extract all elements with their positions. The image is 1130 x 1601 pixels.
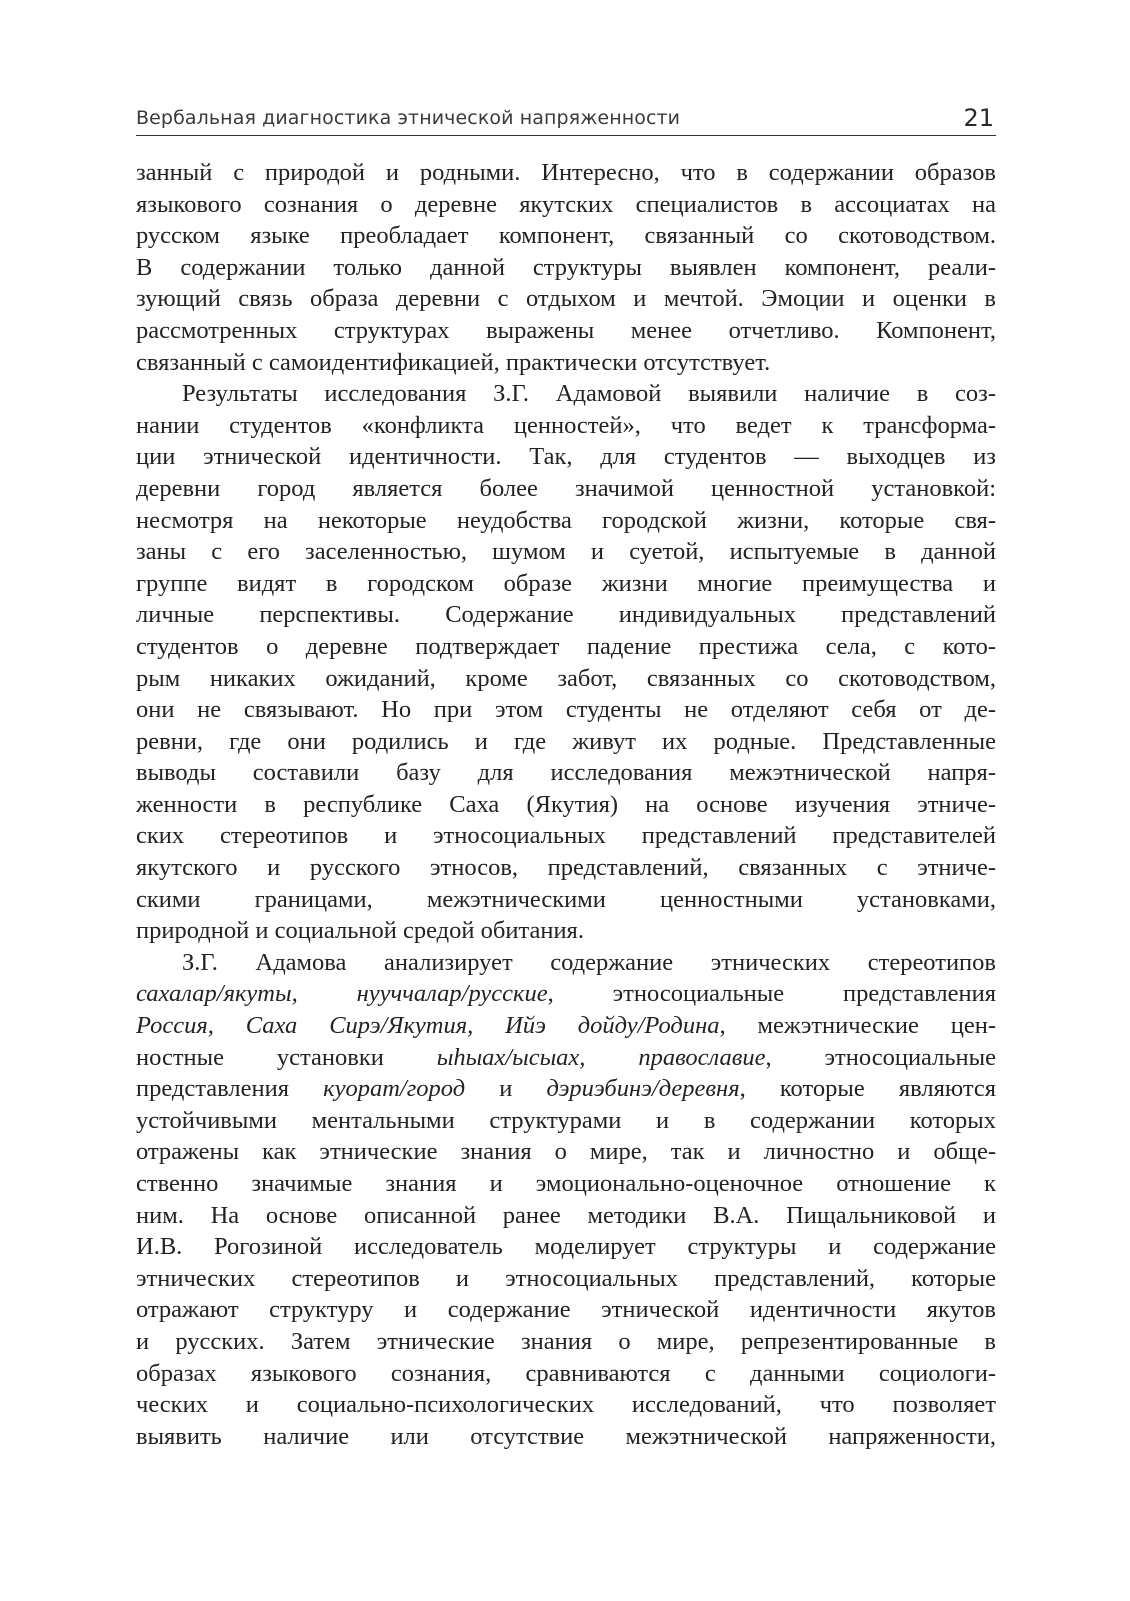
text-line: [136, 378, 996, 410]
text-line: [136, 1326, 996, 1358]
text-fragment: ревни, где они родились и где живут их родные. Представленные: [136, 727, 996, 755]
text-fragment: женности в республике Саха (Якутия) на основе изучения этниче-: [136, 790, 996, 818]
text-line: [136, 1294, 996, 1326]
text-line: [136, 157, 996, 189]
text-fragment: , этносоциальные представления: [547, 980, 996, 1008]
text-fragment: ственно значимые знания и эмоционально-оценочное отношение к: [136, 1170, 996, 1197]
text-fragment: зующий связь образа деревни с отдыхом и мечтой. Эмоции и оценки в: [136, 285, 996, 313]
text-line: [136, 1010, 996, 1042]
text-line: [136, 820, 996, 852]
text-line: [136, 1421, 996, 1453]
text-fragment: , которые являются: [739, 1075, 996, 1103]
text-line: [136, 1042, 996, 1074]
text-line: [136, 947, 996, 979]
text-fragment: рассмотренных структурах выражены менее отчетливо. Компонент,: [136, 316, 996, 344]
text-line: [136, 189, 996, 221]
text-fragment: , этносоциальные: [765, 1043, 996, 1071]
text-fragment: представления: [136, 1075, 324, 1103]
text-line: [136, 599, 996, 631]
text-line: [136, 1073, 996, 1105]
text-fragment: и русских. Затем этнические знания о мире, репрезентированные в: [136, 1327, 996, 1355]
text-line: [136, 789, 996, 821]
running-title: Вербальная диагностика этнической напряженности: [136, 107, 681, 129]
text-line: [136, 473, 996, 505]
text-fragment: и: [465, 1075, 547, 1103]
text-line: [136, 220, 996, 252]
text-line: [136, 978, 996, 1010]
text-fragment: ним. На основе описанной ранее методики В.А. Пищальниковой и: [136, 1201, 996, 1229]
page-number: 21: [963, 104, 994, 132]
text-line: [136, 347, 996, 379]
text-fragment: В содержании только данной структуры выявлен компонент, реали-: [136, 253, 996, 281]
text-fragment: рым никаких ожиданий, кроме забот, связанных со скотоводством,: [136, 664, 996, 692]
text-line: [136, 410, 996, 442]
text-fragment: ческих и социально-психологических исследований, что позволяет: [136, 1391, 996, 1419]
text-line: [136, 283, 996, 315]
text-fragment: ностные установки: [136, 1043, 437, 1071]
text-fragment: группе видят в городском образе жизни многие преимущества и: [136, 569, 996, 597]
text-line: [136, 1231, 996, 1263]
text-line: [136, 1105, 996, 1137]
text-line: [136, 852, 996, 884]
text-fragment: этнических стереотипов и этносоциальных представлений, которые: [136, 1264, 996, 1292]
text-fragment: выводы составили базу для исследования межэтнической напря-: [136, 759, 996, 787]
text-fragment: отражают структуру и содержание этнической идентичности якутов: [136, 1296, 996, 1324]
text-line: [136, 726, 996, 758]
text-fragment: выявить наличие или отсутствие межэтнической напряженности,: [136, 1422, 996, 1450]
text-line: [136, 1389, 996, 1421]
italic-term: сахалар/якуты, нууччалар/русские: [136, 980, 548, 1008]
text-line: [136, 1136, 996, 1168]
text-fragment: ских стереотипов и этносоциальных представлений представителей: [136, 822, 996, 850]
text-fragment: якутского и русского этносов, представлений, связанных с этниче-: [136, 854, 996, 882]
text-fragment: скими границами, межэтническими ценностными установками,: [136, 885, 996, 913]
text-line: [136, 631, 996, 663]
text-line: [136, 757, 996, 789]
text-line: [136, 1168, 996, 1200]
text-line: [136, 694, 996, 726]
text-fragment: природной и социальной средой обитания.: [136, 917, 584, 945]
text-fragment: связанный с самоидентификацией, практически отсутствует.: [136, 348, 771, 376]
italic-term: дэриэбинэ/деревня: [546, 1075, 740, 1103]
text-line: [136, 315, 996, 347]
text-fragment: Результаты исследования З.Г. Адамовой выявили наличие в соз-: [182, 380, 996, 408]
text-fragment: несмотря на некоторые неудобства городской жизни, которые свя-: [136, 506, 996, 534]
running-header: [136, 101, 996, 136]
text-fragment: нании студентов «конфликта ценностей», что ведет к трансформа-: [136, 411, 996, 439]
text-fragment: русском языке преобладает компонент, связанный со скотоводством.: [136, 222, 996, 250]
body-text: [136, 157, 996, 1452]
text-fragment: устойчивыми ментальными структурами и в содержании которых: [136, 1106, 996, 1134]
text-line: [136, 536, 996, 568]
text-fragment: , межэтнические цен-: [719, 1012, 996, 1040]
text-line: [136, 505, 996, 537]
italic-term: Россия, Саха Сирэ/Якутия, Ийэ дойду/Родина: [136, 1012, 720, 1040]
text-fragment: деревни город является более значимой ценностной установкой:: [136, 474, 996, 502]
italic-term: ыhыах/ысыах, православие: [436, 1043, 766, 1071]
text-fragment: занный с природой и родными. Интересно, что в содержании образов: [136, 159, 996, 186]
text-fragment: образах языкового сознания, сравниваются с данными социологи-: [136, 1359, 996, 1387]
text-line: [136, 1263, 996, 1295]
text-fragment: заны с его заселенностью, шумом и суетой, испытуемые в данной: [136, 538, 996, 566]
text-fragment: И.В. Рогозиной исследователь моделирует структуры и содержание: [136, 1233, 996, 1261]
text-line: [136, 884, 996, 916]
text-fragment: отражены как этнические знания о мире, так и личностно и обще-: [136, 1138, 996, 1166]
text-line: [136, 663, 996, 695]
text-line: [136, 1358, 996, 1390]
text-line: [136, 915, 996, 947]
text-line: [136, 441, 996, 473]
italic-term: куорат/город: [323, 1075, 466, 1103]
text-line: [136, 252, 996, 284]
text-fragment: они не связывают. Но при этом студенты не отделяют себя от де-: [136, 696, 996, 724]
text-line: [136, 1200, 996, 1232]
text-fragment: языкового сознания о деревне якутских специалистов в ассоциатах на: [136, 190, 996, 218]
text-fragment: ции этнической идентичности. Так, для студентов — выходцев из: [136, 443, 996, 471]
text-fragment: личные перспективы. Содержание индивидуальных представлений: [136, 601, 996, 629]
text-line: [136, 568, 996, 600]
text-fragment: З.Г. Адамова анализирует содержание этнических стереотипов: [182, 948, 996, 976]
text-fragment: студентов о деревне подтверждает падение престижа села, с кото-: [136, 632, 996, 660]
